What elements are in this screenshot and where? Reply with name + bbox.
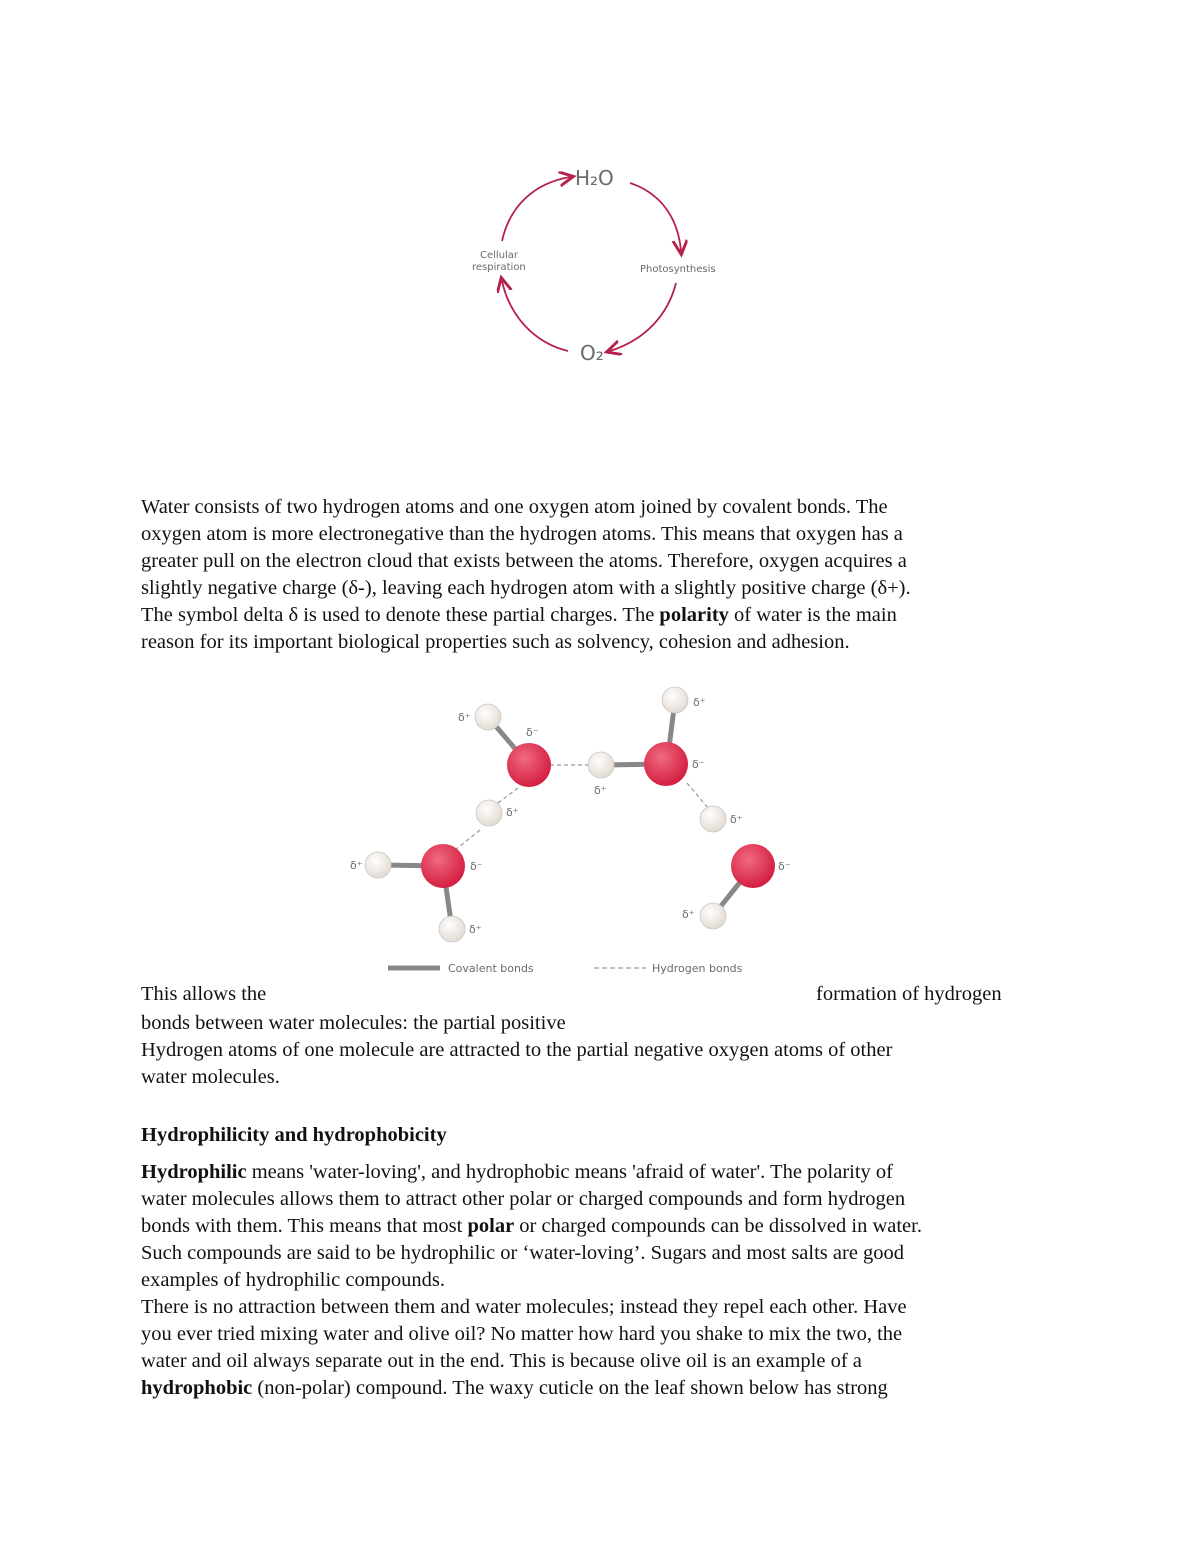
polarity-term: polarity — [659, 604, 729, 626]
hydrophobic-term: hydrophobic — [141, 1377, 253, 1399]
text-line: water and oil always separate out in the end. This is because olive oil is an example of a — [141, 1350, 862, 1372]
text-line — [141, 1159, 1061, 1186]
text-segment: (non-polar) compound. The waxy cuticle on the leaf shown below has strong — [252, 1377, 888, 1399]
text-segment: formation of hydrogen — [816, 983, 1002, 1005]
delta-label: δ⁺ — [458, 711, 471, 724]
text-line: oxygen atom is more electronegative than the hydrogen atoms. This means that oxygen has a — [141, 523, 903, 545]
arrow-oxygen-to-respiration — [502, 281, 568, 351]
text-line: water molecules allows them to attract other polar or charged compounds and form hydrogen — [141, 1188, 906, 1210]
hydrophilic-term: Hydrophilic — [141, 1161, 247, 1183]
text-line — [141, 602, 1061, 629]
text-line: you ever tried mixing water and olive oil? No matter how hard you shake to mix the two, the — [141, 1323, 903, 1345]
text-line: Water consists of two hydrogen atoms and one oxygen atom joined by covalent bonds. The — [141, 496, 888, 518]
delta-label: δ⁺ — [350, 859, 363, 872]
text-segment: of water is the main — [728, 604, 897, 626]
paragraph-hydrogen-bonds — [141, 1010, 1061, 1091]
delta-label: δ⁻ — [778, 860, 791, 873]
covalent-bonds — [378, 700, 753, 929]
text-line: Such compounds are said to be hydrophilic or ‘water-loving’. Sugars and most salts are good — [141, 1242, 905, 1264]
text-line: There is no attraction between them and water molecules; instead they repel each other. Have — [141, 1296, 907, 1318]
delta-label: δ⁺ — [682, 908, 695, 921]
text-line: examples of hydrophilic compounds. — [141, 1269, 446, 1291]
legend — [388, 962, 743, 975]
text-line: Hydrogen atoms of one molecule are attracted to the partial negative oxygen atoms of other — [141, 1039, 893, 1061]
delta-label: δ⁺ — [693, 696, 706, 709]
paragraph-hydrophilicity — [141, 1159, 1061, 1402]
text-line: reason for its important biological properties such as solvency, cohesion and adhesion. — [141, 631, 850, 653]
oxygen-label: O₂ — [580, 341, 604, 365]
delta-label: δ⁻ — [692, 758, 705, 771]
photosynthesis-label: Photosynthesis — [640, 264, 716, 275]
legend-covalent-label: Covalent bonds — [448, 962, 534, 975]
text-segment: This allows the — [141, 983, 267, 1005]
delta-label: δ⁺ — [594, 784, 607, 797]
delta-label: δ⁺ — [469, 923, 482, 936]
text-line: slightly negative charge (δ-), leaving each hydrogen atom with a slightly positive charge (δ+). — [141, 577, 911, 599]
water-label: H₂O — [575, 166, 614, 190]
arrow-respiration-to-water — [502, 177, 570, 241]
section-heading: Hydrophilicity and hydrophobicity — [141, 1124, 447, 1146]
paragraph-water-polarity — [141, 494, 1061, 656]
delta-label: δ⁺ — [506, 806, 519, 819]
arrow-water-to-photosynthesis — [630, 183, 681, 251]
text-segment: bonds with them. This means that most — [141, 1215, 468, 1237]
water-oxygen-cycle-diagram — [440, 155, 740, 375]
text-segment: or charged compounds can be dissolved in water. — [514, 1215, 922, 1237]
text-segment: The symbol delta δ is used to denote these partial charges. The — [141, 604, 660, 626]
text-line — [141, 1213, 1061, 1240]
text-segment: means 'water-loving', and hydrophobic means 'afraid of water'. The polarity of — [246, 1161, 894, 1183]
text-line — [141, 1375, 1061, 1402]
polar-term: polar — [467, 1215, 515, 1237]
text-line: greater pull on the electron cloud that exists between the atoms. Therefore, oxygen acquires a — [141, 550, 907, 572]
respiration-label: respiration — [472, 262, 526, 273]
delta-label: δ⁺ — [730, 813, 743, 826]
legend-hydrogen-label: Hydrogen bonds — [652, 962, 743, 975]
cellular-label: Cellular — [480, 250, 519, 261]
hydrogen-bonding-diagram — [340, 680, 810, 980]
arrow-photosynthesis-to-oxygen — [610, 283, 676, 351]
text-line: water molecules. — [141, 1066, 280, 1088]
delta-label: δ⁻ — [526, 726, 539, 739]
delta-label: δ⁻ — [470, 860, 483, 873]
text-line: bonds between water molecules: the partial positive — [141, 1012, 566, 1034]
